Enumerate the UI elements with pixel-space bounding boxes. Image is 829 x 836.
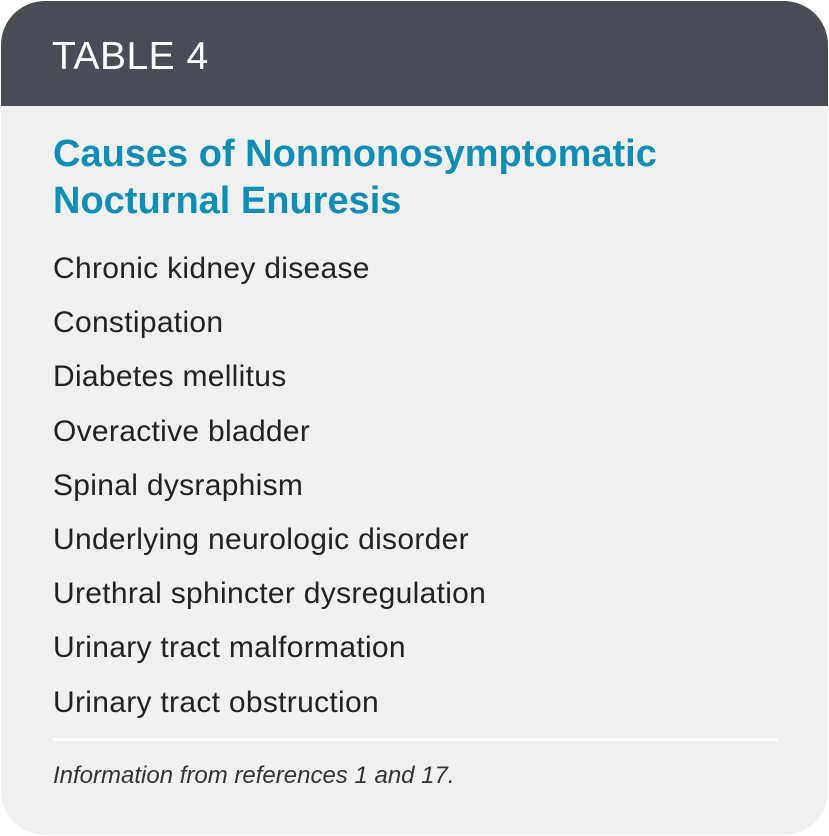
table-title-line-2: Nocturnal Enuresis bbox=[53, 180, 402, 222]
table-label: TABLE 4 bbox=[52, 35, 209, 78]
list-item: Chronic kidney disease bbox=[53, 252, 370, 285]
list-item: Urethral sphincter dysregulation bbox=[53, 577, 487, 611]
causes-list bbox=[53, 247, 486, 735]
table-title-line-1: Causes of Nonmonosymptomatic bbox=[53, 133, 657, 175]
list-item: Diabetes mellitus bbox=[53, 360, 287, 394]
list-item: Constipation bbox=[53, 306, 224, 340]
table-title bbox=[53, 131, 793, 225]
divider bbox=[53, 738, 778, 741]
list-item: Underlying neurologic disorder bbox=[53, 522, 469, 556]
table-card bbox=[1, 1, 828, 835]
source-footnote: Information from references 1 and 17. bbox=[53, 762, 455, 789]
list-item: Urinary tract obstruction bbox=[53, 685, 379, 719]
table-header bbox=[1, 1, 828, 106]
list-item: Urinary tract malformation bbox=[53, 631, 406, 665]
list-item: Overactive bladder bbox=[53, 414, 311, 448]
list-item: Spinal dysraphism bbox=[53, 468, 304, 502]
